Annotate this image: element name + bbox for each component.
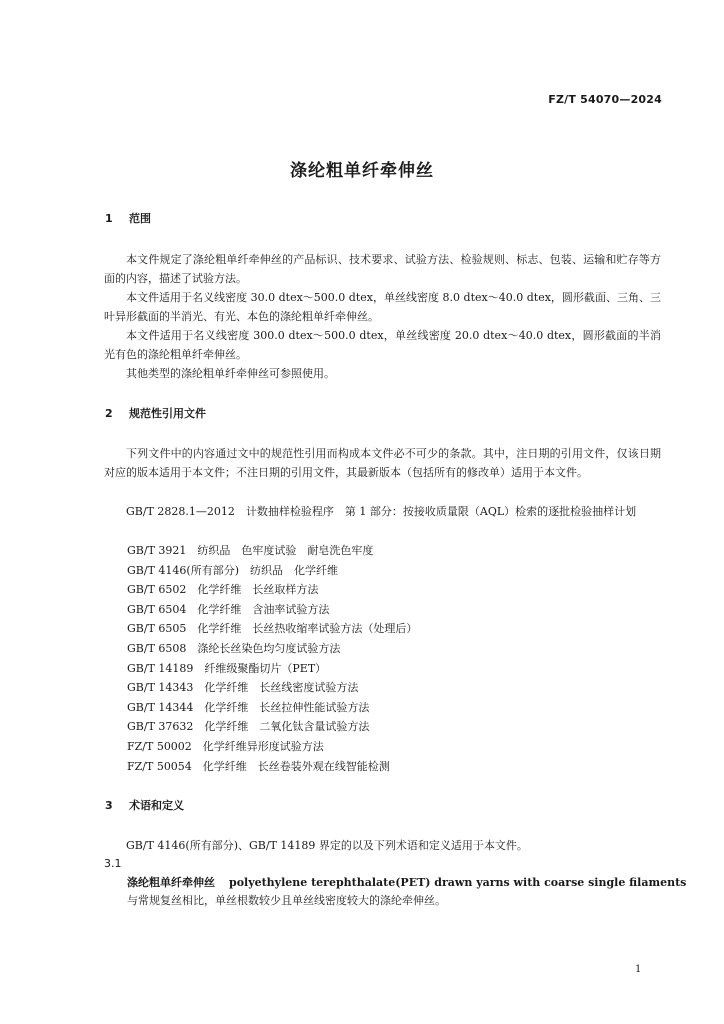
page-number: 1: [635, 964, 642, 975]
section-1-para-4: 其他类型的涤纶粗单纤牵伸丝可参照使用。: [126, 367, 335, 380]
reference-item: GB/T 6502 化学纤维 长丝取样方法: [127, 583, 319, 597]
term-entry: [127, 874, 686, 892]
reference-item: GB/T 3921 纺织品 色牢度试验 耐皂洗色牢度: [127, 544, 374, 557]
reference-item: GB/T 14189 纤维级聚酯切片（PET）: [127, 661, 327, 675]
reference-item: GB/T 14343 化学纤维 长丝线密度试验方法: [127, 681, 359, 695]
reference-item: FZ/T 50002 化学纤维异形度试验方法: [127, 739, 324, 753]
reference-item: GB/T 4146(所有部分) 纺织品 化学纤维: [127, 563, 338, 577]
section-number: 3: [105, 799, 113, 812]
section-1-para-2: 本文件适用于名义线密度 30.0 dtex～500.0 dtex，单丝线密度 8.0 dtex～40.0 dtex，圆形截面、三角、三叶异形截面的半消光、有光、本色的涤纶粗单纤牵伸丝。: [104, 291, 661, 323]
section-1-para-1: 本文件规定了涤纶粗单纤牵伸丝的产品标识、技术要求、试验方法、检验规则、标志、包装、运输和贮存等方面的内容，描述了试验方法。: [104, 253, 661, 285]
section-1-heading: [105, 210, 151, 226]
section-title: 规范性引用文件: [129, 407, 206, 420]
reference-item: FZ/T 50054 化学纤维 长丝卷装外观在线智能检测: [127, 759, 390, 773]
reference-item: GB/T 6505 化学纤维 长丝热收缩率试验方法（处理后）: [127, 622, 418, 636]
standard-code: FZ/T 54070—2024: [548, 93, 662, 106]
term-chinese: 涤纶粗单纤牵伸丝: [127, 876, 215, 889]
section-2-heading: [105, 405, 206, 421]
reference-item: GB/T 14344 化学纤维 长丝拉伸性能试验方法: [127, 700, 370, 714]
document-title: 涤纶粗单纤牵伸丝: [290, 161, 434, 181]
term-english: polyethylene terephthalate(PET) drawn yarns with coarse single filaments: [229, 876, 687, 889]
reference-item: GB/T 6508 涤纶长丝染色均匀度试验方法: [127, 641, 341, 655]
section-title: 术语和定义: [129, 799, 184, 812]
term-number: 3.1: [104, 857, 122, 870]
section-3-intro: GB/T 4146(所有部分)、GB/T 14189 界定的以及下列术语和定义适用于本文件。: [126, 839, 528, 852]
section-number: 1: [105, 212, 113, 225]
reference-item: GB/T 6504 化学纤维 含油率试验方法: [127, 602, 330, 616]
reference-list: [127, 541, 417, 776]
section-2-intro: 下列文件中的内容通过文中的规范性引用而构成本文件必不可少的条款。其中，注日期的引用文件，仅该日期对应的版本适用于本文件；不注日期的引用文件，其最新版本（包括所有的修改单）适用于本文件。: [104, 447, 661, 479]
term-definition: 与常规复丝相比，单丝根数较少且单丝线密度较大的涤纶牵伸丝。: [127, 894, 446, 907]
section-title: 范围: [129, 212, 151, 225]
section-1-para-3: 本文件适用于名义线密度 300.0 dtex～500.0 dtex，单丝线密度 20.0 dtex～40.0 dtex，圆形截面的半消光有色的涤纶粗单纤牵伸丝。: [104, 329, 661, 361]
reference-item: GB/T 37632 化学纤维 二氧化钛含量试验方法: [127, 720, 370, 734]
section-number: 2: [105, 407, 113, 420]
section-3-heading: [105, 797, 184, 813]
reference-item-first: GB/T 2828.1—2012 计数抽样检验程序 第 1 部分：按接收质量限（AQL）检索的逐批检验抽样计划: [126, 505, 637, 518]
